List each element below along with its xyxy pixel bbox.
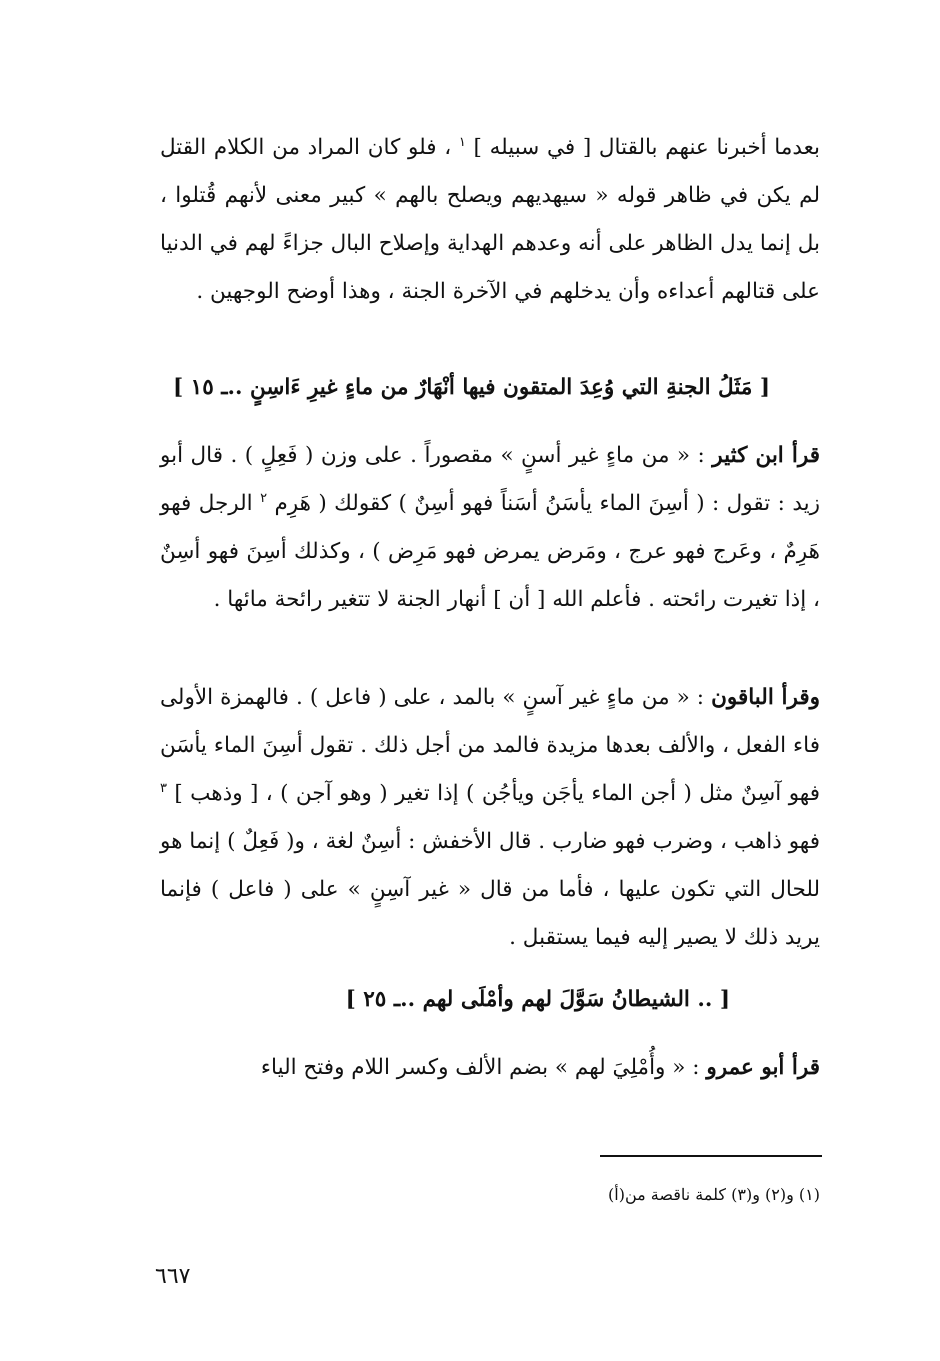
paragraph-4 [160,1044,820,1092]
paragraph-1 [160,124,820,316]
footnote-text: (١) و(٢) و(٣) كلمة ناقصة من(أ) [608,1185,820,1204]
paragraph-1-text-a: بعدما أخبرنا عنهم بالقتال [ في سبيله ] [473,135,821,160]
paragraph-3 [160,674,820,962]
verse-heading-15: [ مَثَلُ الجنةِ التي وُعِدَ المتقون فيها أنْهَارٌ من ماءٍ غيرِ ءَاسِنٍ ..ـ ١٥ ] [172,375,770,400]
reader-name-ibn-kathir: قرأ ابن كثير [712,443,821,468]
reader-name-al-baqun: وقرأ الباقون [711,685,820,710]
footnote-ref-1: ١ [458,134,466,150]
paragraph-2-text-a: : « من ماءٍ غير أسنٍ » مقصوراً . على وزن ( فَعِلٍ ) . قال أبو زيد : تقول : ( أسِنَ الماء يأسَنُ أسَناً فهو أسِنٌ ) كقولك ( هَرِم [160,443,820,516]
paragraph-2-text-b: الرجل فهو هَرِمٌ ، وعَرج فهو عرج ، ومَرض يمرض فهو مَرِض ) ، وكذلك أسِنَ فهو أسِنٌ ، إذا تغيرت رائحته . فأعلم الله [ أن ] أنهار الجنة لا تتغير رائحة مائها . [160,491,820,612]
footnote-divider [600,1155,822,1157]
paragraph-2 [160,432,820,624]
paragraph-4-text: : « وأُمْلِيَ لهم » بضم الألف وكسر اللام وفتح الياء [260,1055,700,1080]
footnote-ref-2: ٢ [260,490,268,506]
paragraph-1-text-b: ، فلو كان المراد من الكلام القتل لم يكن في ظاهر قوله « سيهديهم ويصلح بالهم » كبير معنى لأنهم قُتلوا ، بل إنما يدل الظاهر على أنه وعدهم الهداية وإصلاح البال جزاءً لهم في الدنيا على قتالهم أعداءه وأن يدخلهم في الآخرة الجنة ، وهذا أوضح الوجهين . [160,135,820,304]
reader-name-abu-amr: قرأ أبو عمرو [706,1055,820,1080]
page-number: ٦٦٧ [155,1264,191,1289]
footnote-ref-3: ٣ [160,780,167,796]
paragraph-3-text-b: فهو ذاهب ، وضرب فهو ضارب . قال الأخفش : أسِنٌ لغة ، و( فَعِلٌ ) إنما هو للحال التي تكون عليها ، فأما من قال « غير آسِنٍ » على ( فاعل ) فإنما يريد ذلك لا يصير إليه فيما يستقبل . [160,829,820,950]
verse-heading-25: [ .. الشيطانُ سَوَّلَ لهم وأمْلَى لهم ..ـ ٢٥ ] [345,987,730,1012]
paragraph-3-text-a: : « من ماءٍ غير آسنٍ » بالمد ، على ( فاعل ) . فالهمزة الأولى فاء الفعل ، والألف بعدها مزيدة فالمد من أجل ذلك . تقول أسِنَ الماء يأسَن فهو آسِنٌ مثل ( أجن الماء يأجَن ويأجُن ) إذا تغير ( وهو آجن ) ، [ وذهب ] [160,685,820,806]
